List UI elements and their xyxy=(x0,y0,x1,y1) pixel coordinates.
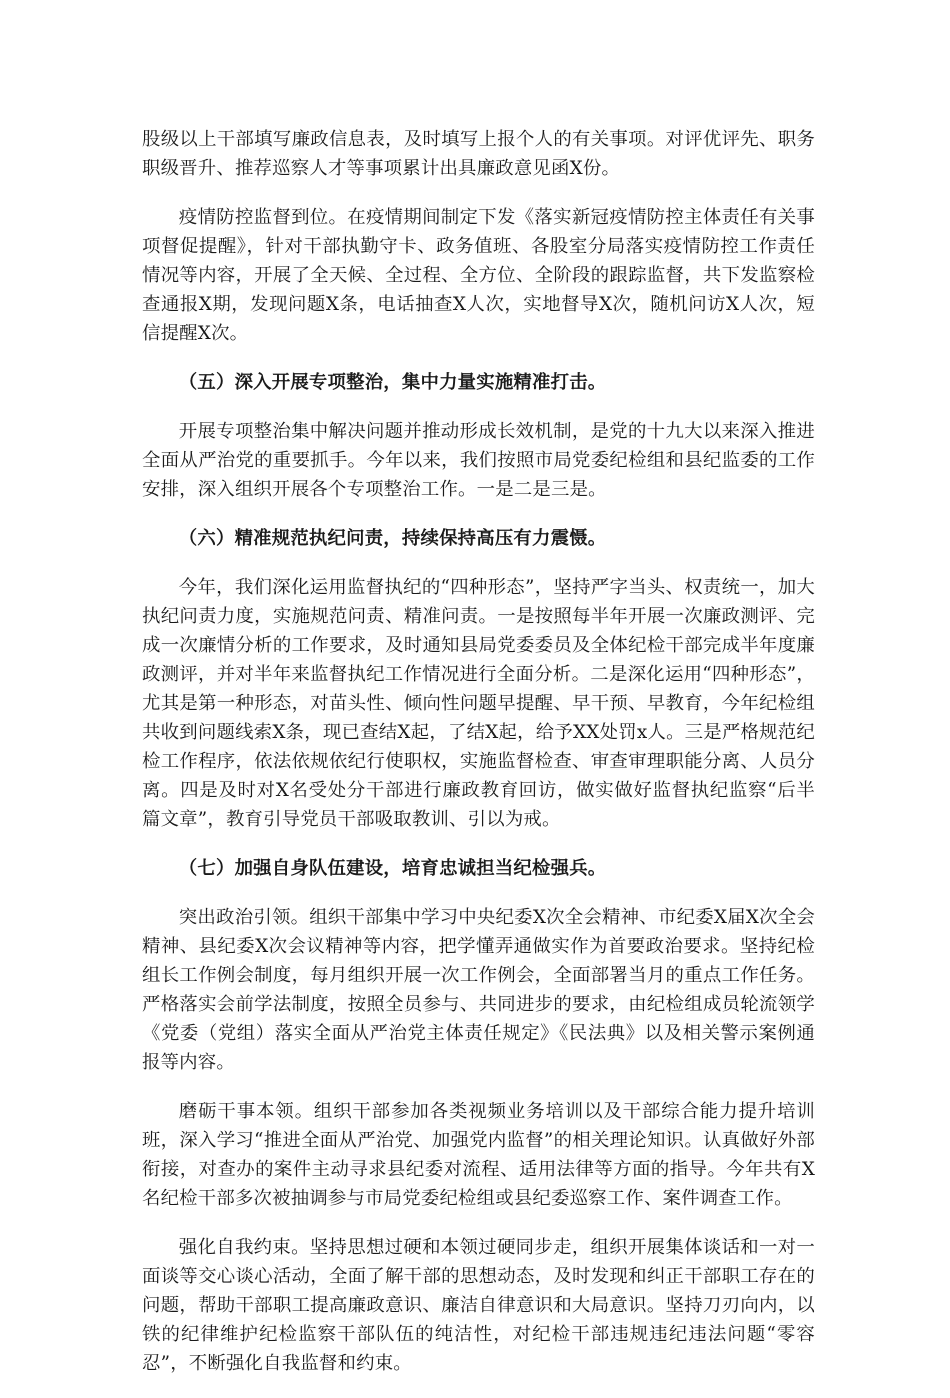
paragraph-epidemic-supervision: 疫情防控监督到位。在疫情期间制定下发《落实新冠疫情防控主体责任有关事项督促提醒》，针对干部执勤守卡、政务值班、各股室分局落实疫情防控工作责任情况等内容，开展了全天候、全过程、全方位、全阶段的跟踪监督，共下发监察检查通报X期，发现问题X条，电话抽查X人次，实地督导X次，随机问访X人次，短信提醒X次。 xyxy=(142,207,815,344)
paragraph-cadre-integrity-records: 股级以上干部填写廉政信息表，及时填写上报个人的有关事项。对评优评先、职务职级晋升、推荐巡察人才等事项累计出具廉政意见函X份。 xyxy=(142,129,815,179)
section-heading-5: （五）深入开展专项整治，集中力量实施精准打击。 xyxy=(178,372,607,393)
paragraph-self-discipline: 强化自我约束。坚持思想过硬和本领过硬同步走，组织开展集体谈话和一对一面谈等交心谈心活动，全面了解干部的思想动态，及时发现和纠正干部职工存在的问题，帮助干部职工提高廉政意识、廉洁自律意识和大局意识。坚持刀刃向内，以铁的纪律维护纪检监察干部队伍的纯洁性，对纪检干部违规违纪违法问题“零容忍”，不断强化自我监督和约束。 xyxy=(142,1237,815,1374)
paragraph-political-guidance: 突出政治引领。组织干部集中学习中央纪委X次全会精神、市纪委X届X次全会精神、县纪委X次会议精神等内容，把学懂弄通做实作为首要政治要求。坚持纪检组长工作例会制度，每月组织开展一次工作例会，全面部署当月的重点工作任务。严格落实会前学法制度，按照全员参与、共同进步的要求，由纪检组成员轮流领学《党委（党组）落实全面从严治党主体责任规定》《民法典》以及相关警示案例通报等内容。 xyxy=(142,907,815,1073)
section-heading-6: （六）精准规范执纪问责，持续保持高压有力震慑。 xyxy=(178,528,607,549)
document-body xyxy=(142,125,815,1398)
paragraph-special-rectification: 开展专项整治集中解决问题并推动形成长效机制，是党的十九大以来深入推进全面从严治党的重要抓手。今年以来，我们按照市局党委纪检组和县纪监委的工作安排，深入组织开展各个专项整治工作。一是二是三是。 xyxy=(142,421,815,500)
section-heading-7: （七）加强自身队伍建设，培育忠诚担当纪检强兵。 xyxy=(178,858,607,879)
paragraph-skill-building: 磨砺干事本领。组织干部参加各类视频业务培训以及干部综合能力提升培训班，深入学习“推进全面从严治党、加强党内监督”的相关理论知识。认真做好外部衔接，对查办的案件主动寻求县纪委对流程、适用法律等方面的指导。今年共有X名纪检干部多次被抽调参与市局党委纪检组或县纪委巡察工作、案件调查工作。 xyxy=(142,1101,815,1209)
paragraph-accountability: 今年，我们深化运用监督执纪的“四种形态”，坚持严字当头、权责统一，加大执纪问责力度，实施规范问责、精准问责。一是按照每半年开展一次廉政测评、完成一次廉情分析的工作要求，及时通知县局党委委员及全体纪检干部完成半年度廉政测评，并对半年来监督执纪工作情况进行全面分析。二是深化运用“四种形态”，尤其是第一种形态，对苗头性、倾向性问题早提醒、早干预、早教育，今年纪检组共收到问题线索X条，现已查结X起，了结X起，给予XX处罚x人。三是严格规范纪检工作程序，依法依规依纪行使职权，实施监督检查、审查审理职能分离、人员分离。四是及时对X名受处分干部进行廉政教育回访，做实做好监督执纪监察“后半篇文章”，教育引导党员干部吸取教训、引以为戒。 xyxy=(142,577,815,830)
